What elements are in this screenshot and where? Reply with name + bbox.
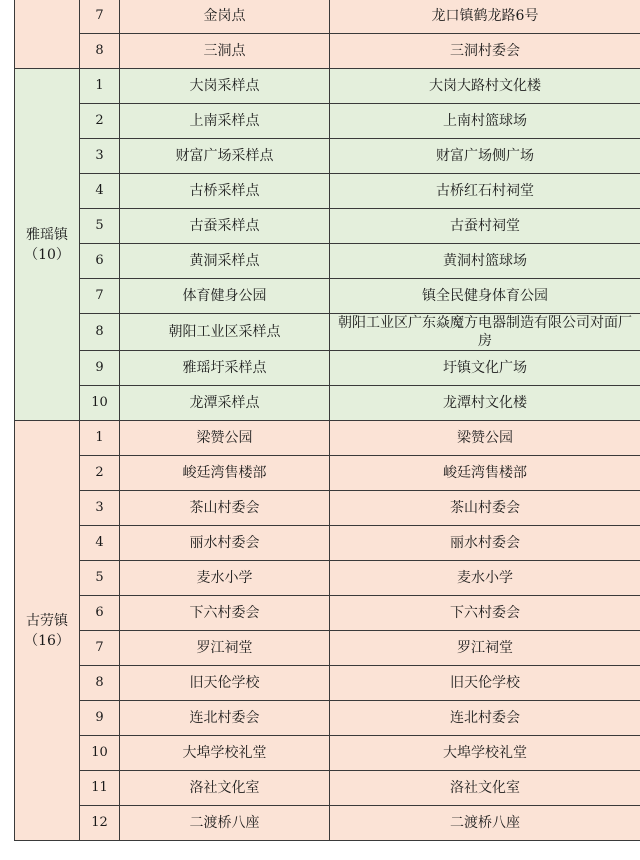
town-name: 雅瑶镇 <box>26 226 68 243</box>
table-row <box>15 631 640 666</box>
site-address: 龙口镇鹤龙路6号 <box>330 0 640 34</box>
row-number: 7 <box>80 279 120 314</box>
town-cell <box>15 421 80 841</box>
site-name: 龙潭采样点 <box>120 386 330 421</box>
site-name: 大岗采样点 <box>120 69 330 104</box>
table-row <box>15 491 640 526</box>
row-number: 10 <box>80 736 120 771</box>
row-number: 5 <box>80 561 120 596</box>
row-number: 8 <box>80 34 120 69</box>
row-number: 10 <box>80 386 120 421</box>
table-row <box>15 244 640 279</box>
site-address: 古桥红石村祠堂 <box>330 174 640 209</box>
site-address: 梁赞公园 <box>330 421 640 456</box>
table-row <box>15 209 640 244</box>
town-site-count: （16） <box>24 632 70 649</box>
town-site-count: （10） <box>24 246 70 263</box>
site-address: 大埠学校礼堂 <box>330 736 640 771</box>
site-name: 二渡桥八座 <box>120 806 330 841</box>
row-number: 2 <box>80 456 120 491</box>
site-address: 三洞村委会 <box>330 34 640 69</box>
table-row <box>15 421 640 456</box>
table-row <box>15 351 640 386</box>
row-number: 6 <box>80 596 120 631</box>
table-row <box>15 806 640 841</box>
site-name: 雅瑶圩采样点 <box>120 351 330 386</box>
table-row <box>15 736 640 771</box>
table-row <box>15 386 640 421</box>
site-name: 黄洞采样点 <box>120 244 330 279</box>
site-address: 下六村委会 <box>330 596 640 631</box>
site-name: 梁赞公园 <box>120 421 330 456</box>
site-name: 连北村委会 <box>120 701 330 736</box>
table-row <box>15 69 640 104</box>
table-row <box>15 561 640 596</box>
row-number: 9 <box>80 351 120 386</box>
site-name: 古桥采样点 <box>120 174 330 209</box>
table-row <box>15 279 640 314</box>
site-address: 峻廷湾售楼部 <box>330 456 640 491</box>
row-number: 11 <box>80 771 120 806</box>
table-row <box>15 314 640 351</box>
row-number: 4 <box>80 526 120 561</box>
town-name: 古劳镇 <box>26 612 68 629</box>
site-address: 旧天伦学校 <box>330 666 640 701</box>
table-row <box>15 771 640 806</box>
site-address: 罗江祠堂 <box>330 631 640 666</box>
site-name: 丽水村委会 <box>120 526 330 561</box>
site-address: 圩镇文化广场 <box>330 351 640 386</box>
table-row <box>15 34 640 69</box>
site-address: 朝阳工业区广东焱魔方电器制造有限公司对面厂房 <box>330 314 640 351</box>
site-name: 峻廷湾售楼部 <box>120 456 330 491</box>
row-number: 7 <box>80 0 120 34</box>
row-number: 3 <box>80 491 120 526</box>
site-name: 茶山村委会 <box>120 491 330 526</box>
site-name: 古蚕采样点 <box>120 209 330 244</box>
table-body <box>15 0 640 841</box>
site-name: 朝阳工业区采样点 <box>120 314 330 351</box>
row-number: 2 <box>80 104 120 139</box>
site-name: 金岗点 <box>120 0 330 34</box>
row-number: 8 <box>80 314 120 351</box>
site-address: 镇全民健身体育公园 <box>330 279 640 314</box>
site-address: 大岗大路村文化楼 <box>330 69 640 104</box>
site-name: 财富广场采样点 <box>120 139 330 174</box>
site-address: 连北村委会 <box>330 701 640 736</box>
row-number: 9 <box>80 701 120 736</box>
site-name: 旧天伦学校 <box>120 666 330 701</box>
site-address: 古蚕村祠堂 <box>330 209 640 244</box>
site-address: 茶山村委会 <box>330 491 640 526</box>
site-name: 洛社文化室 <box>120 771 330 806</box>
table-row <box>15 456 640 491</box>
table-row <box>15 596 640 631</box>
table-row <box>15 701 640 736</box>
row-number: 6 <box>80 244 120 279</box>
row-number: 7 <box>80 631 120 666</box>
table-row <box>15 139 640 174</box>
site-name: 罗江祠堂 <box>120 631 330 666</box>
site-address: 二渡桥八座 <box>330 806 640 841</box>
site-address: 黄洞村篮球场 <box>330 244 640 279</box>
town-cell <box>15 69 80 421</box>
row-number: 8 <box>80 666 120 701</box>
table-row <box>15 666 640 701</box>
site-address: 龙潭村文化楼 <box>330 386 640 421</box>
site-address: 洛社文化室 <box>330 771 640 806</box>
site-address: 麦水小学 <box>330 561 640 596</box>
site-name: 下六村委会 <box>120 596 330 631</box>
site-name: 麦水小学 <box>120 561 330 596</box>
site-name: 体育健身公园 <box>120 279 330 314</box>
site-address: 上南村篮球场 <box>330 104 640 139</box>
row-number: 1 <box>80 69 120 104</box>
site-name: 大埠学校礼堂 <box>120 736 330 771</box>
sampling-sites-table <box>14 0 640 841</box>
town-cell <box>15 0 80 69</box>
site-name: 三洞点 <box>120 34 330 69</box>
row-number: 4 <box>80 174 120 209</box>
row-number: 12 <box>80 806 120 841</box>
table-row <box>15 526 640 561</box>
row-number: 3 <box>80 139 120 174</box>
site-address: 财富广场侧广场 <box>330 139 640 174</box>
table-row <box>15 0 640 34</box>
site-name: 上南采样点 <box>120 104 330 139</box>
row-number: 5 <box>80 209 120 244</box>
site-address: 丽水村委会 <box>330 526 640 561</box>
table-row <box>15 174 640 209</box>
row-number: 1 <box>80 421 120 456</box>
table-row <box>15 104 640 139</box>
